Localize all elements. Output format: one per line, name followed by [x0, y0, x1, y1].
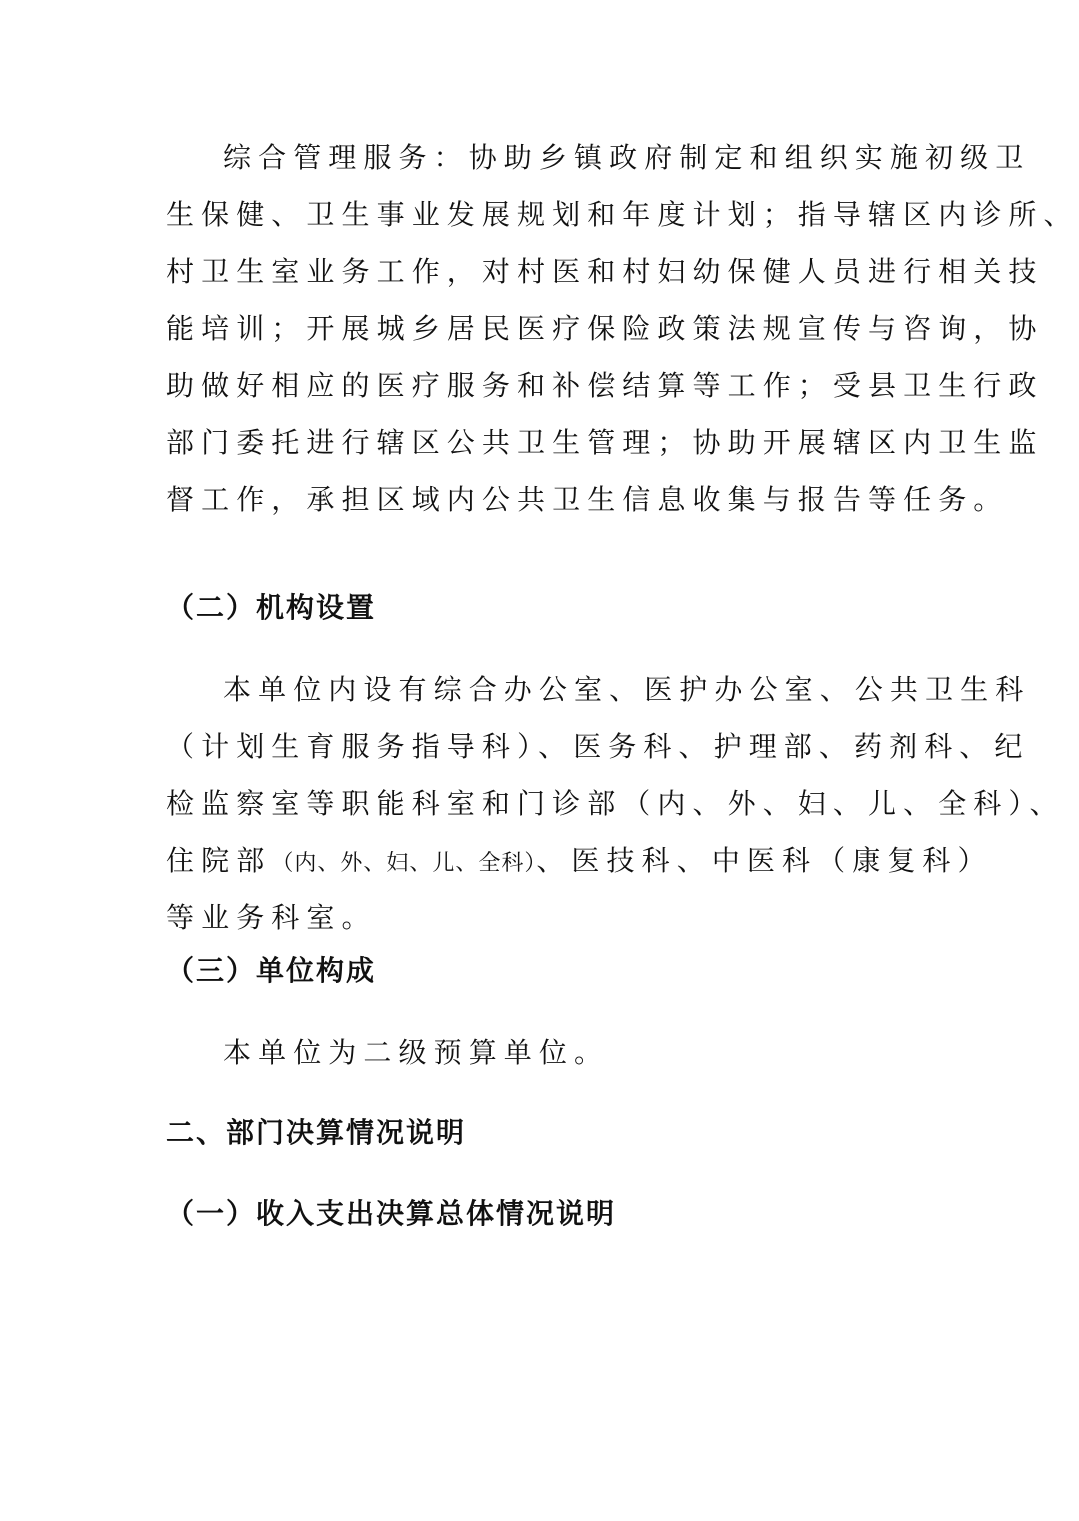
duties-line-1: 综合管理服务：协助乡镇政府制定和组织实施初级卫	[223, 141, 1031, 174]
org-line-3: 检监察室等职能科室和门诊部（内、外、妇、儿、全科）、	[166, 787, 1065, 820]
section-two-heading: 二、部门决算情况说明	[166, 1116, 467, 1149]
composition-text: 本单位为二级预算单位。	[223, 1036, 610, 1069]
org-setup-heading: （二）机构设置	[166, 591, 377, 624]
org-line-4-small: （内、外、妇、儿、全科）	[271, 851, 537, 876]
duties-line-5: 助做好相应的医疗服务和补偿结算等工作；受县卫生行政	[166, 369, 1044, 402]
org-line-1: 本单位内设有综合办公室、医护办公室、公共卫生科	[223, 673, 1031, 706]
org-line-2: （计划生育服务指导科）、医务科、护理部、药剂科、纪	[166, 730, 1030, 763]
duties-line-4: 能培训；开展城乡居民医疗保险政策法规宣传与咨询，协	[166, 312, 1044, 345]
duties-line-6: 部门委托进行辖区公共卫生管理；协助开展辖区内卫生监	[166, 426, 1044, 459]
org-line-4	[166, 841, 993, 884]
duties-line-2: 生保健、卫生事业发展规划和年度计划；指导辖区内诊所、	[166, 198, 1079, 231]
composition-heading: （三）单位构成	[166, 954, 377, 987]
duties-line-7: 督工作，承担区域内公共卫生信息收集与报告等任务。	[166, 483, 1009, 516]
org-line-4-prefix: 住院部	[166, 844, 272, 877]
duties-line-3: 村卫生室业务工作，对村医和村妇幼保健人员进行相关技	[166, 255, 1044, 288]
org-line-5: 等业务科室。	[166, 901, 377, 934]
section-two-subheading: （一）收入支出决算总体情况说明	[166, 1197, 617, 1230]
org-line-4-suffix: 、医技科、中医科（康复科）	[536, 844, 993, 877]
